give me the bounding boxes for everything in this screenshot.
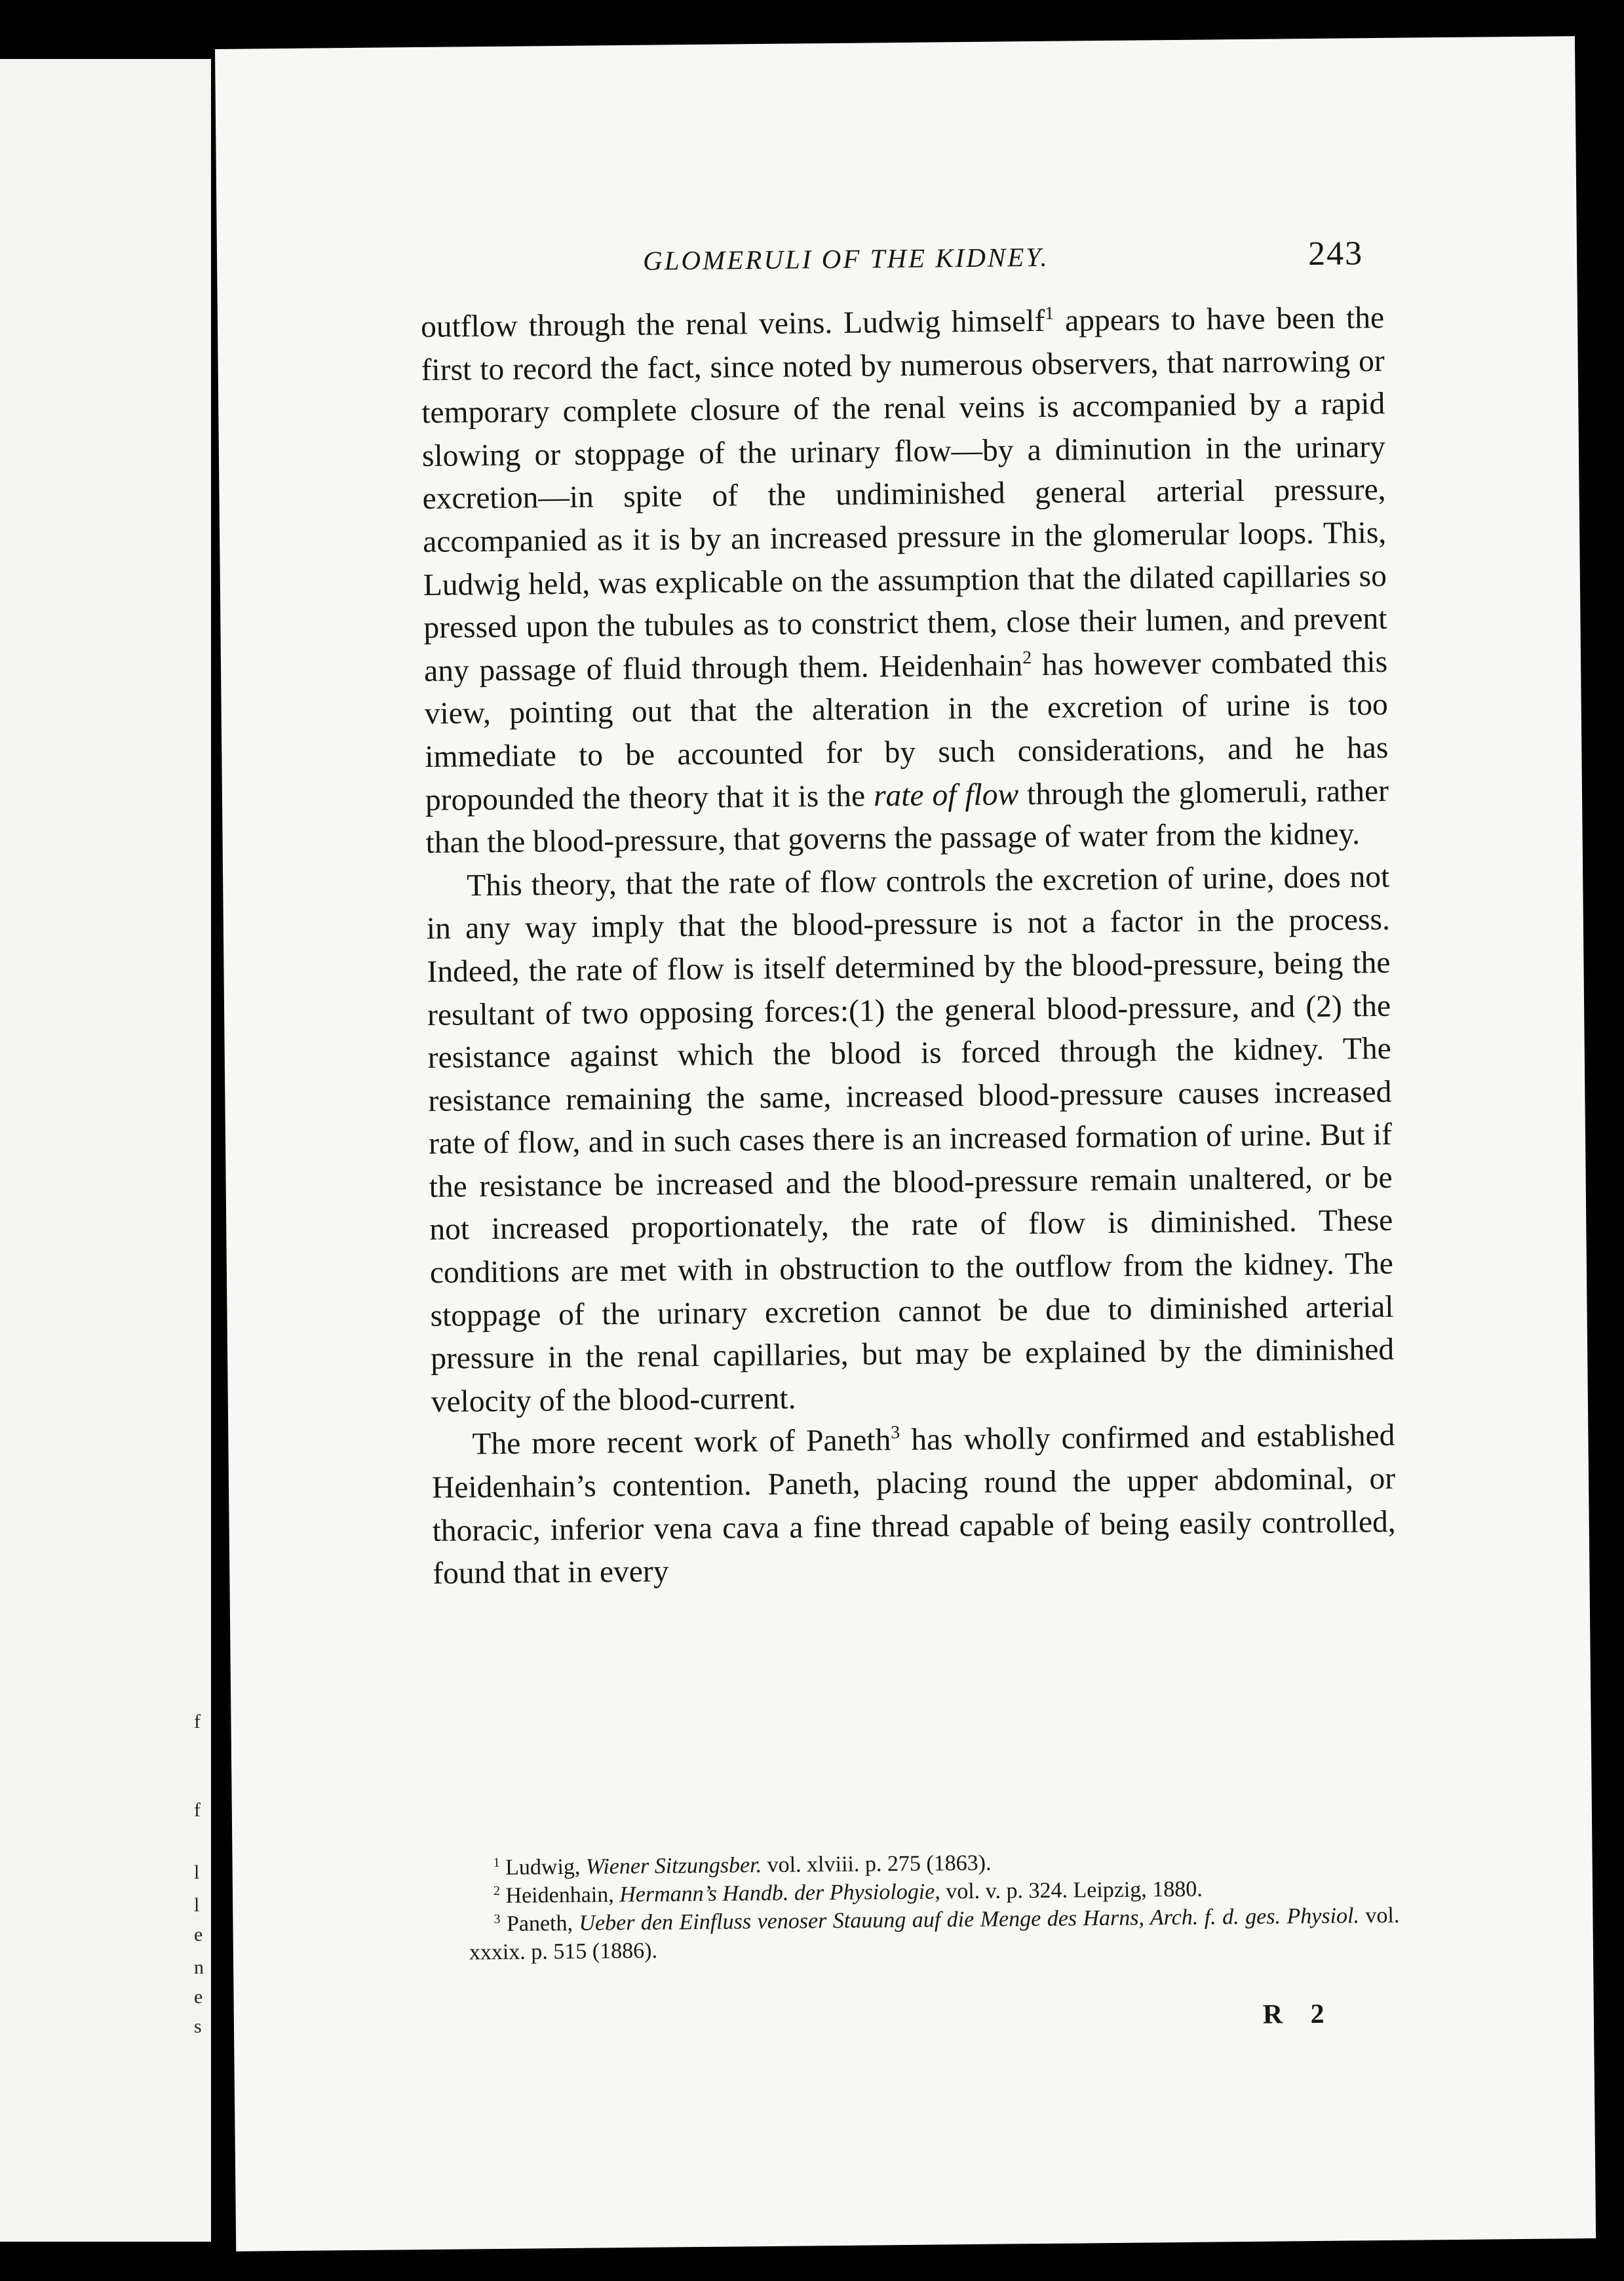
margin-letter: f	[194, 1799, 201, 1821]
paragraph-1: outflow through the renal veins. Ludwig himself$^1$ appears to have been the first to record the fact, since noted by numerous observers, that narrowing or temporary complete closure of the renal veins is accompanied by a rapid slowing or stoppage of the urinary flow—by a diminution in the urinary excretion—in spite of the undiminished general arterial pressure, accompanied as it is by an increased pressure in the glomerular loops. This, Ludwig held, was explicable on the assumption that the dilated capillaries so pressed upon the tubules as to constrict them, close their lumen, and prevent any passage of fluid through them. Heidenhain$^2$ has however combated this view, pointing out that the alteration in the excretion of urine is too immediate to be accounted for by such considerations, and he has propounded the theory that it is the rate of flow through the glomeruli, rather than the blood-pressure, that governs the passage of water from the kidney.	[420, 300, 1389, 861]
body-text	[421, 297, 1397, 1596]
footnote-ref-2: 2	[1022, 647, 1032, 668]
footnote: $^1$ Ludwig, Wiener Sitzungsber. vol. xlviii. p. 275 (1863).	[493, 1850, 992, 1880]
book-page	[215, 36, 1596, 2252]
running-title: GLOMERULI OF THE KIDNEY.	[642, 241, 1049, 276]
margin-letter: e	[194, 1986, 203, 2008]
footnote-ref-3: 3	[891, 1422, 900, 1443]
signature-mark: R 2	[1262, 1998, 1335, 2030]
margin-letter: l	[194, 1894, 200, 1916]
facing-page-margin	[0, 59, 211, 2242]
margin-letter: n	[194, 1957, 204, 1978]
margin-letter: s	[194, 2016, 202, 2037]
paragraph-3: The more recent work of Paneth$^3$ has wholly confirmed and established Heidenhain’s contention. Paneth, placing round the upper abdominal, or thoracic, inferior vena cava a fine thread capable of being easily controlled, found that in every	[431, 1418, 1396, 1591]
page-number: 243	[1307, 235, 1364, 273]
margin-letter: l	[194, 1862, 200, 1883]
footnote-ref-1: 1	[1044, 303, 1054, 324]
emphasis: rate of flow	[873, 777, 1019, 813]
footnotes	[468, 1845, 1400, 1967]
margin-letter: f	[194, 1711, 201, 1732]
footnote: $^3$ Paneth, Ueber den Einfluss venoser Stauung auf die Menge des Harns, Arch. f. d. ges. Physiol. vol. xxxix. p. 515 (1886).	[469, 1903, 1400, 1965]
footnote: $^2$ Heidenhain, Hermann’s Handb. der Physiologie, vol. v. p. 324. Leipzig, 1880.	[493, 1877, 1203, 1908]
page-header	[217, 235, 1364, 295]
margin-letter: e	[194, 1924, 203, 1945]
paragraph-2: This theory, that the rate of flow controls the excretion of urine, does not in any way imply that the blood-pressure is not a factor in the process. Indeed, the rate of flow is itself determined by the blood-pressure, being the resultant of two opposing forces:(1) the general blood-pressure, and (2) the resistance against which the blood is forced through the kidney. The resistance remaining the same, increased blood-pressure causes increased rate of flow, and in such cases there is an increased formation of urine. But if the resistance be increased and the blood-pressure remain unaltered, or be not increased proportionately, the rate of flow is diminished. These conditions are met with in obstruction to the outflow from the kidney. The stoppage of the urinary excretion cannot be due to diminished arterial pressure in the renal capillaries, but may be explained by the diminished velocity of the blood-current.	[426, 859, 1395, 1419]
